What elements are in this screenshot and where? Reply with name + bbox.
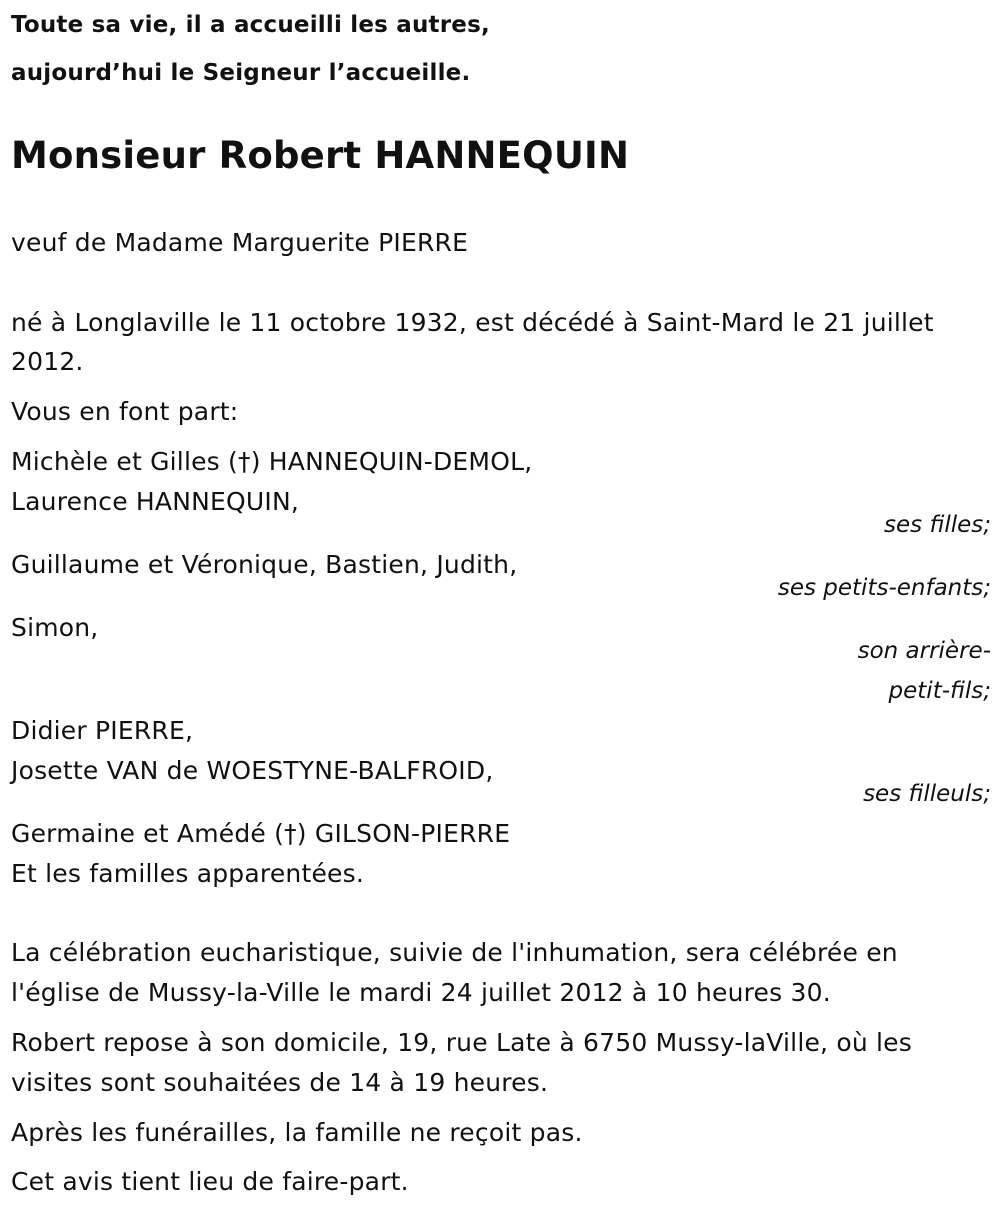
great-grandson-line: Simon, [11,613,99,642]
deceased-name: Monsieur Robert HANNEQUIN [11,134,630,177]
after-funeral-line: Après les funérailles, la famille ne reçoit pas. [11,1118,583,1147]
great-grandson-role-1: son arrière- [857,638,991,664]
announcement-intro: Vous en font part: [11,397,239,426]
godchild-line-1: Didier PIERRE, [11,716,194,745]
epigraph-line-2: aujourd’hui le Seigneur l’accueille. [11,60,471,86]
birth-death-line-2: 2012. [11,347,84,376]
grandchildren-line: Guillaume et Véronique, Bastien, Judith, [11,550,518,579]
epigraph-line-1: Toute sa vie, il a accueilli les autres, [11,12,490,38]
ceremony-line-2: l'église de Mussy-la-Ville le mardi 24 juillet 2012 à 10 heures 30. [11,978,831,1007]
repose-line-2: visites sont souhaitées de 14 à 19 heures. [11,1068,549,1097]
daughter-line-1: Michèle et Gilles (†) HANNEQUIN-DEMOL, [11,447,533,476]
others-line-2: Et les familles apparentées. [11,859,364,888]
widower-of: veuf de Madame Marguerite PIERRE [11,228,469,257]
others-line-1: Germaine et Amédé (†) GILSON-PIERRE [11,819,511,848]
daughter-line-2: Laurence HANNEQUIN, [11,487,300,516]
godchild-line-2: Josette VAN de WOESTYNE-BALFROID, [11,756,494,785]
repose-line-1: Robert repose à son domicile, 19, rue Late à 6750 Mussy-laVille, où les [11,1028,912,1057]
birth-death-line-1: né à Longlaville le 11 octobre 1932, est décédé à Saint-Mard le 21 juillet [11,308,934,337]
godchildren-role: ses filleuls; [863,781,991,807]
daughters-role: ses filles; [884,512,991,538]
ceremony-line-1: La célébration eucharistique, suivie de l'inhumation, sera célébrée en [11,938,898,967]
notice-line: Cet avis tient lieu de faire-part. [11,1167,409,1196]
grandchildren-role: ses petits-enfants; [777,575,991,601]
great-grandson-role-2: petit-fils; [888,678,991,704]
